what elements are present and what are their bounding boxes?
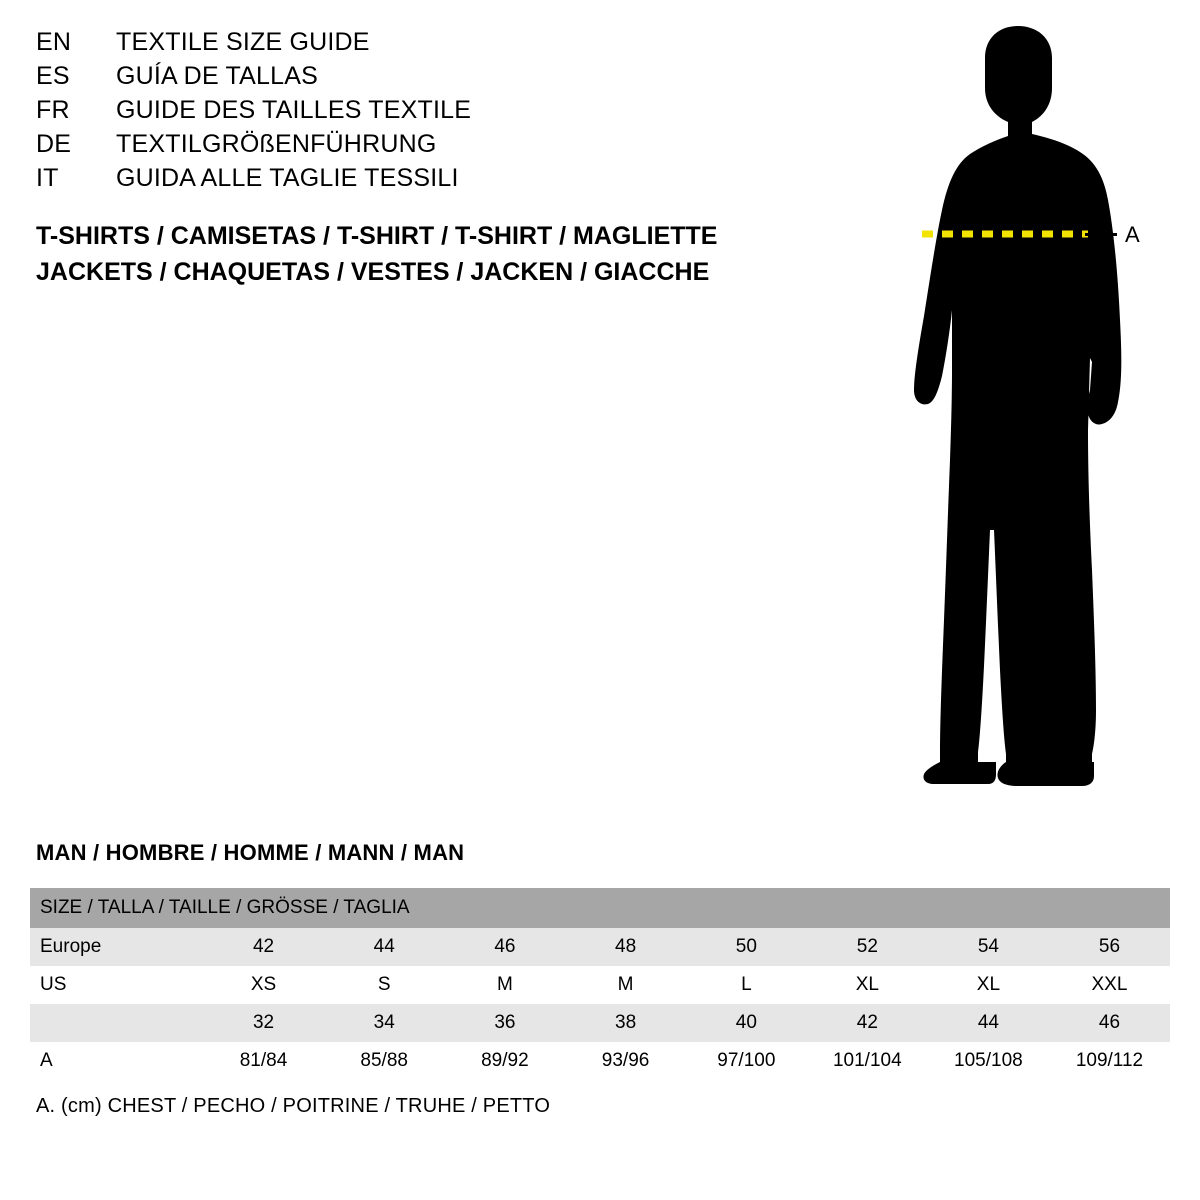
language-code: DE (36, 130, 72, 158)
cell-value: XS (203, 966, 324, 1004)
cell-value: 46 (445, 928, 566, 966)
language-row (36, 96, 736, 130)
cell-value: 109/112 (1049, 1042, 1170, 1080)
language-title: TEXTILGRÖßENFÜHRUNG (116, 130, 437, 158)
language-code: IT (36, 164, 59, 192)
cell-value: 38 (565, 1004, 686, 1042)
cell-value: S (324, 966, 445, 1004)
cell-value: 32 (203, 1004, 324, 1042)
category-tshirts: T-SHIRTS / CAMISETAS / T-SHIRT / T-SHIRT / MAGLIETTE (36, 222, 718, 250)
cell-value: 52 (807, 928, 928, 966)
language-title: TEXTILE SIZE GUIDE (116, 28, 370, 56)
cell-value: 89/92 (445, 1042, 566, 1080)
cell-value: 56 (1049, 928, 1170, 966)
size-table (30, 888, 1170, 1080)
garment-category-list (36, 218, 796, 290)
cell-value: XL (807, 966, 928, 1004)
table-row (30, 1042, 1170, 1080)
table-row (30, 966, 1170, 1004)
cell-value: L (686, 966, 807, 1004)
man-silhouette-figure (800, 10, 1200, 800)
language-title: GUÍA DE TALLAS (116, 62, 318, 90)
cell-value: 101/104 (807, 1042, 928, 1080)
measure-label-a: A (1125, 222, 1140, 247)
language-title: GUIDA ALLE TAGLIE TESSILI (116, 164, 459, 192)
cell-value: 44 (928, 1004, 1049, 1042)
row-label: US (30, 966, 203, 1004)
cell-value: 105/108 (928, 1042, 1049, 1080)
footnote-chest-measure: A. (cm) CHEST / PECHO / POITRINE / TRUHE / PETTO (36, 1095, 551, 1117)
language-list (36, 28, 736, 198)
row-label: Europe (30, 928, 203, 966)
cell-value: 40 (686, 1004, 807, 1042)
language-code: FR (36, 96, 70, 124)
category-jackets: JACKETS / CHAQUETAS / VESTES / JACKEN / GIACCHE (36, 258, 710, 286)
language-code: ES (36, 62, 70, 90)
table-row (30, 1004, 1170, 1042)
cell-value: M (565, 966, 686, 1004)
language-code: EN (36, 28, 72, 56)
language-row (36, 28, 736, 62)
cell-value: 50 (686, 928, 807, 966)
cell-value: 44 (324, 928, 445, 966)
cell-value: 93/96 (565, 1042, 686, 1080)
cell-value: XL (928, 966, 1049, 1004)
cell-value: 36 (445, 1004, 566, 1042)
cell-value: 97/100 (686, 1042, 807, 1080)
cell-value: 46 (1049, 1004, 1170, 1042)
silhouette-icon (800, 10, 1200, 800)
table-header-label: SIZE / TALLA / TAILLE / GRÖSSE / TAGLIA (30, 888, 1170, 928)
cell-value: 81/84 (203, 1042, 324, 1080)
row-label: A (30, 1042, 203, 1080)
cell-value: 42 (807, 1004, 928, 1042)
cell-value: 85/88 (324, 1042, 445, 1080)
table-header-row (30, 888, 1170, 928)
language-row (36, 62, 736, 96)
cell-value: 42 (203, 928, 324, 966)
language-row (36, 164, 736, 198)
cell-value: 34 (324, 1004, 445, 1042)
gender-title: MAN / HOMBRE / HOMME / MANN / MAN (36, 840, 465, 865)
measure-leader-dashes (1085, 233, 1117, 236)
table-row (30, 928, 1170, 966)
row-label (30, 1004, 203, 1042)
language-title: GUIDE DES TAILLES TEXTILE (116, 96, 472, 124)
cell-value: 54 (928, 928, 1049, 966)
language-row (36, 130, 736, 164)
cell-value: 48 (565, 928, 686, 966)
cell-value: M (445, 966, 566, 1004)
cell-value: XXL (1049, 966, 1170, 1004)
